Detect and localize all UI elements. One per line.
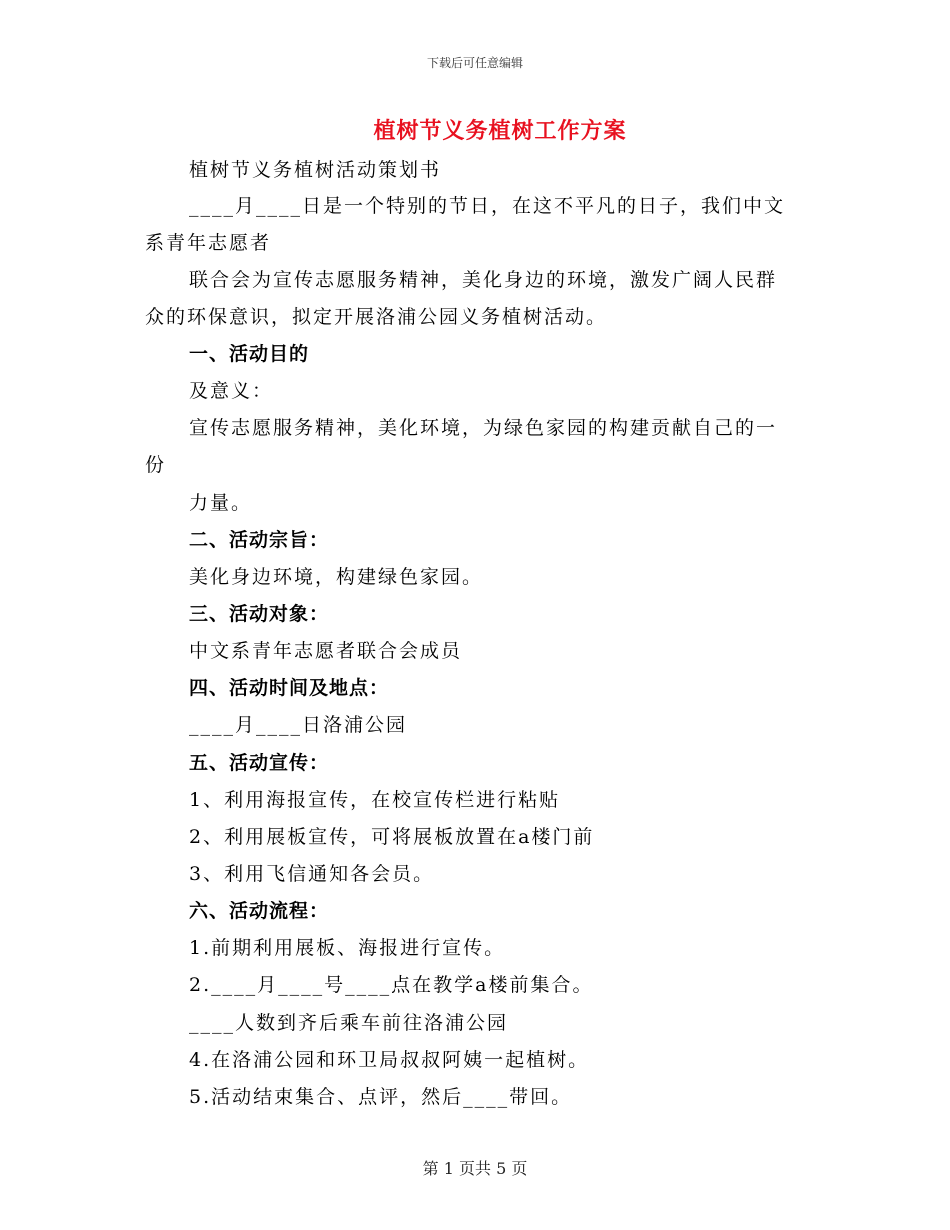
- list-item: 2、利用展板宣传，可将展板放置在a楼门前: [189, 826, 595, 848]
- section-heading: 二、活动宗旨：: [189, 529, 330, 551]
- section-heading: 四、活动时间及地点：: [189, 677, 390, 699]
- body-line: ____月____日是一个特别的节日，在这不平凡的日子，我们中文: [189, 195, 786, 217]
- list-item: 5.活动结束集合、点评，然后____带回。: [189, 1086, 573, 1108]
- body-line: 及意义：: [189, 380, 274, 402]
- list-item: 1、利用海报宣传，在校宣传栏进行粘贴: [189, 789, 561, 811]
- body-line: 宣传志愿服务精神，美化环境，为绿色家园的构建贡献自己的一: [189, 417, 778, 439]
- list-item: 1.前期利用展板、海报进行宣传。: [189, 937, 506, 959]
- section-heading: 一、活动目的: [189, 343, 310, 365]
- list-item: 2.____月____号____点在教学a楼前集合。: [189, 974, 594, 996]
- list-item: 3、利用飞信通知各会员。: [189, 863, 435, 885]
- body-line: 美化身边环境，构建绿色家园。: [189, 566, 484, 588]
- body-line: 中文系青年志愿者联合会成员: [189, 640, 463, 662]
- document-title: 植树节义务植树工作方案: [373, 118, 627, 144]
- section-heading: 三、活动对象：: [189, 603, 330, 625]
- body-line: 众的环保意识，拟定开展洛浦公园义务植树活动。: [145, 306, 608, 328]
- body-line: 联合会为宣传志愿服务精神，美化身边的环境，激发广阔人民群: [189, 269, 778, 291]
- section-heading: 六、活动流程：: [189, 900, 330, 922]
- list-item: 4.在洛浦公园和环卫局叔叔阿姨一起植树。: [189, 1049, 590, 1071]
- body-line: 力量。: [189, 492, 253, 514]
- page-header: 下载后可任意编辑: [426, 56, 523, 70]
- section-heading: 五、活动宣传：: [189, 752, 330, 774]
- subtitle-line: 植树节义务植树活动策划书: [189, 159, 442, 181]
- body-line: ____月____日洛浦公园: [189, 714, 408, 736]
- list-item: ____人数到齐后乘车前往洛浦公园: [189, 1012, 509, 1034]
- body-line: 份: [145, 454, 167, 476]
- page-footer: 第 1 页共 5 页: [422, 1159, 528, 1178]
- body-line: 系青年志愿者: [145, 232, 272, 254]
